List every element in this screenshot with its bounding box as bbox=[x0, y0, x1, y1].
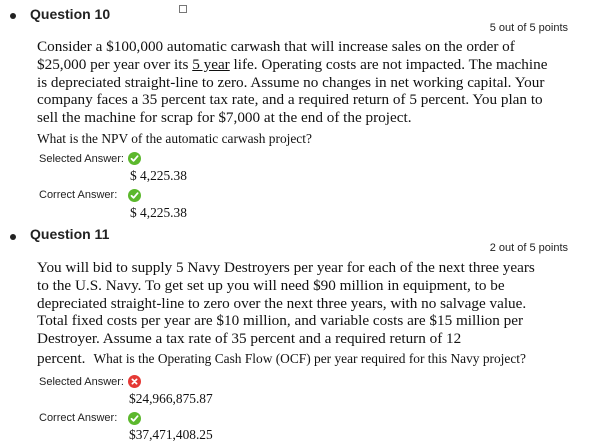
selected-answer-label: Selected Answer: bbox=[39, 376, 124, 388]
flag-checkbox[interactable] bbox=[179, 5, 187, 13]
bullet-q10 bbox=[10, 13, 16, 19]
question-text-line: Consider a $100,000 automatic carwash that will increase sales on the order of bbox=[37, 38, 515, 55]
question-text-line: $25,000 per year over its 5 year life. Operating costs are not impacted. The machine bbox=[37, 55, 548, 73]
question-title: Question 11 bbox=[30, 226, 110, 242]
bullet-q11 bbox=[10, 234, 16, 240]
question-text-line: Total fixed costs per year are $10 million, and variable costs are $15 million per bbox=[37, 312, 524, 330]
correct-answer-value: $37,471,408.25 bbox=[129, 427, 213, 442]
selected-answer-value: $24,966,875.87 bbox=[129, 391, 213, 406]
check-circle-icon bbox=[128, 152, 141, 165]
question-text-line: company faces a 35 percent tax rate, and a required return of 5 percent. You plan to bbox=[37, 91, 543, 109]
correct-answer-label: Correct Answer: bbox=[39, 189, 118, 201]
question-text bbox=[37, 259, 535, 348]
selected-answer-label: Selected Answer: bbox=[39, 153, 124, 165]
points-badge: 5 out of 5 points bbox=[489, 22, 568, 34]
question-ask-row bbox=[37, 350, 526, 368]
selected-answer-value: $ 4,225.38 bbox=[130, 168, 187, 183]
question-text-line: Destroyer. Assume a tax rate of 35 percent and a required return of 12 bbox=[37, 330, 462, 348]
question-title: Question 10 bbox=[30, 6, 111, 22]
question-text-line: You will bid to supply 5 Navy Destroyers per year for each of the next three years bbox=[37, 259, 535, 276]
x-circle-icon bbox=[128, 375, 141, 388]
question-ask: What is the NPV of the automatic carwash project? bbox=[37, 131, 312, 146]
correct-answer-label: Correct Answer: bbox=[39, 412, 118, 424]
question-text-tail: percent. bbox=[37, 350, 86, 367]
check-circle-icon bbox=[128, 189, 141, 202]
points-badge: 2 out of 5 points bbox=[489, 242, 568, 254]
question-text bbox=[37, 38, 547, 127]
question-text-line: depreciated straight-line to zero over the next three years, with no salvage value. bbox=[37, 294, 527, 312]
check-circle-icon bbox=[128, 412, 141, 425]
question-text-line: is depreciated straight-line to zero. Assume no changes in net working capital. Your bbox=[37, 73, 545, 91]
question-text-line: sell the machine for scrap for $7,000 at the end of the project. bbox=[37, 109, 412, 127]
question-text-line: to the U.S. Navy. To get set up you will need $90 million in equipment, to be bbox=[37, 276, 505, 294]
question-ask: What is the Operating Cash Flow (OCF) per year required for this Navy project? bbox=[93, 351, 526, 366]
correct-answer-value: $ 4,225.38 bbox=[130, 205, 187, 220]
